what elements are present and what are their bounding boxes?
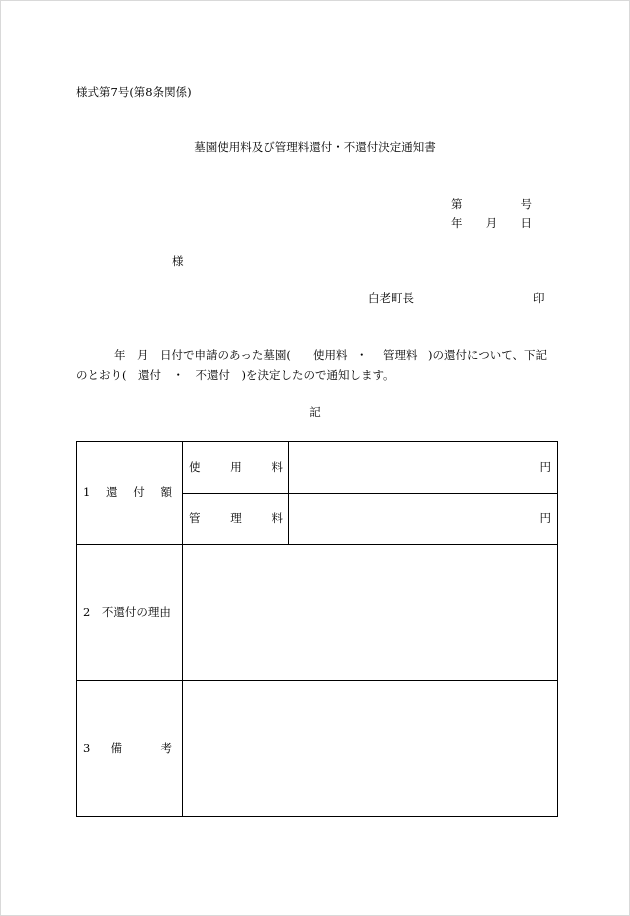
detail-table (76, 441, 558, 817)
remarks-char-2: 考 (160, 740, 172, 755)
non-refund-reason-label-cell (77, 545, 183, 681)
date-day: 日 (520, 216, 532, 230)
table-row (77, 545, 558, 681)
management-fee-char-3: 料 (271, 511, 283, 526)
usage-fee-amount-field[interactable] (289, 442, 558, 494)
usage-fee-char-1: 使 (189, 459, 201, 474)
number-prefix: 第 (451, 197, 463, 211)
refund-amount-char-2: 付 (133, 485, 145, 500)
document-title: 墓園使用料及び管理料還付・不還付決定通知書 (194, 140, 436, 154)
usage-fee-char-3: 料 (271, 459, 283, 474)
ki-heading: 記 (309, 405, 321, 419)
refund-amount-label-cell (77, 442, 183, 545)
management-fee-amount-field[interactable] (289, 494, 558, 545)
table-row (77, 442, 558, 494)
date-line (451, 218, 532, 230)
yen-unit: 円 (539, 511, 551, 526)
date-year: 年 (451, 216, 463, 230)
document-number-line (451, 199, 532, 211)
remarks-label-cell (77, 681, 183, 817)
refund-amount-char-1: 還 (106, 485, 118, 500)
remarks-number: 3 (83, 740, 91, 755)
remarks-field[interactable] (183, 681, 558, 817)
body-year: 年 (114, 348, 126, 362)
seal-mark: 印 (533, 291, 545, 305)
management-fee-char-2: 理 (230, 511, 242, 526)
body-text-line-2: のとおり( 還付 ・ 不還付 )を決定したので通知します。 (76, 368, 395, 382)
usage-fee-char-2: 用 (230, 459, 242, 474)
usage-fee-label-cell (183, 442, 289, 494)
body-day-clause: 日付で申請のあった墓園( (160, 348, 291, 362)
refund-amount-char-3: 額 (160, 485, 172, 500)
non-refund-reason-field[interactable] (183, 545, 558, 681)
body-management-fee: 管理料 (383, 348, 418, 362)
date-month: 月 (485, 216, 498, 230)
body-usage-fee: 使用料 (313, 348, 348, 362)
body-refund-clause: )の還付について、下記 (428, 348, 548, 362)
management-fee-char-1: 管 (189, 511, 201, 526)
non-refund-reason-label: 2 不還付の理由 (83, 604, 171, 619)
refund-amount-number: 1 (83, 485, 91, 500)
issuer: 白老町長 (368, 291, 414, 305)
addressee-suffix: 様 (172, 254, 184, 268)
remarks-char-1: 備 (110, 740, 123, 755)
form-number: 様式第7号(第8条関係) (76, 85, 192, 99)
number-suffix: 号 (520, 197, 532, 211)
table-row (77, 681, 558, 817)
body-dot: ・ (356, 348, 368, 362)
management-fee-label-cell (183, 494, 289, 545)
yen-unit: 円 (539, 459, 551, 474)
body-month: 月 (137, 348, 149, 362)
